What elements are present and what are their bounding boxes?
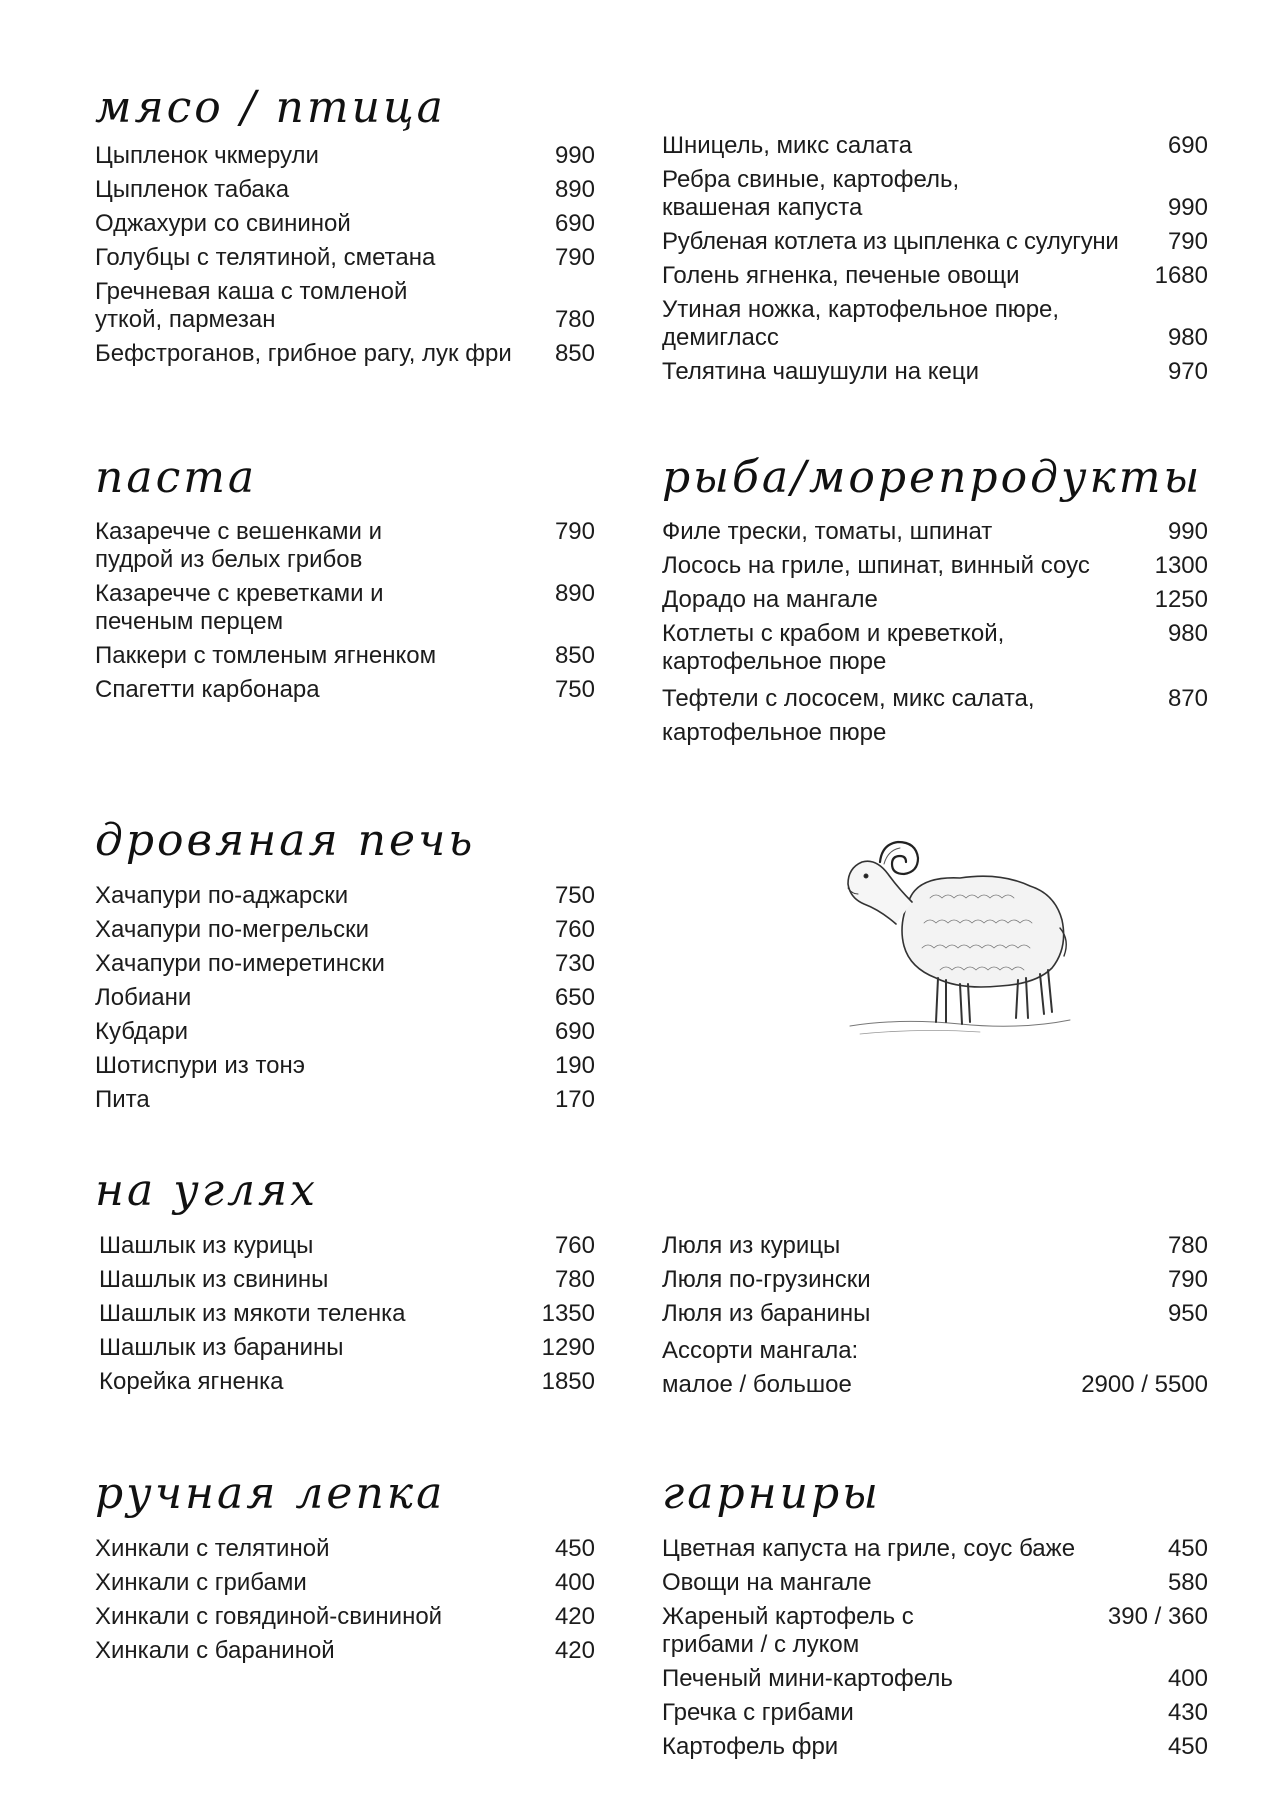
item-price: 1250 — [1154, 586, 1208, 613]
oven-list — [95, 882, 595, 1120]
item-name: Печеный мини-картофель — [662, 1665, 953, 1692]
item-price: 400 — [1167, 1665, 1208, 1692]
item-price: 450 — [1167, 1733, 1208, 1760]
item-price: 980 — [1167, 324, 1208, 351]
item-price: 890 — [554, 580, 595, 607]
item-price: 170 — [554, 1086, 595, 1113]
item-price: 750 — [554, 882, 595, 909]
item-price: 750 — [554, 676, 595, 703]
item-price: 2900 / 5500 — [1081, 1371, 1208, 1398]
item-name: Тефтели с лососем, микс салата, картофельное пюре — [662, 685, 1035, 746]
item-name: Люля из курицы — [662, 1232, 841, 1259]
menu-item — [95, 916, 595, 944]
menu-item — [662, 296, 1208, 352]
menu-item — [99, 1334, 595, 1362]
item-price: 780 — [554, 306, 595, 333]
item-price: 190 — [554, 1052, 595, 1079]
section-title-oven: дровяная печь — [95, 815, 476, 866]
menu-item — [95, 278, 595, 334]
menu-item — [95, 882, 595, 910]
item-name: Голубцы с телятиной, сметана — [95, 244, 436, 271]
item-price: 780 — [554, 1266, 595, 1293]
item-name: Хинкали с грибами — [95, 1569, 307, 1596]
item-price: 430 — [1167, 1699, 1208, 1726]
item-price: 390 / 360 — [1107, 1603, 1208, 1630]
menu-item — [662, 1535, 1208, 1563]
coals-list-right — [662, 1232, 1208, 1408]
item-name: Хачапури по-аджарски — [95, 882, 349, 909]
menu-item — [95, 1603, 595, 1631]
menu-item — [99, 1266, 595, 1294]
menu-item — [95, 340, 595, 368]
menu-item — [662, 166, 1208, 222]
item-name: Пита — [95, 1086, 150, 1113]
item-name: Гречка с грибами — [662, 1699, 854, 1726]
coals-list-left — [99, 1232, 595, 1402]
item-price: 970 — [1167, 358, 1208, 385]
item-name: Шашлык из свинины — [99, 1266, 329, 1293]
item-name: Корейка ягненка — [99, 1368, 284, 1395]
item-name: Шашлык из баранины — [99, 1334, 344, 1361]
meat-list-left — [95, 142, 595, 374]
item-price: 450 — [1167, 1535, 1208, 1562]
item-price: 420 — [554, 1603, 595, 1630]
item-price: 870 — [1167, 685, 1208, 712]
menu-item — [662, 586, 1208, 614]
item-name: Хинкали с бараниной — [95, 1637, 335, 1664]
item-price: 990 — [554, 142, 595, 169]
item-name: Хачапури по-имеретински — [95, 950, 385, 977]
item-name: Бефстроганов, грибное рагу, лук фри — [95, 340, 512, 367]
item-price: 1300 — [1154, 552, 1208, 579]
menu-item — [95, 176, 595, 204]
menu-item — [95, 1569, 595, 1597]
item-name: Филе трески, томаты, шпинат — [662, 518, 993, 545]
menu-item — [662, 1733, 1208, 1761]
item-price: 850 — [554, 340, 595, 367]
menu-item — [95, 984, 595, 1012]
item-name: Овощи на мангале — [662, 1569, 872, 1596]
section-title-handmade: ручная лепка — [95, 1468, 446, 1519]
item-price: 950 — [1167, 1300, 1208, 1327]
item-name: Цыпленок чкмерули — [95, 142, 319, 169]
menu-item — [662, 552, 1208, 580]
menu-item — [95, 580, 595, 636]
item-name: Телятина чашушули на кеци — [662, 358, 979, 385]
item-price: 790 — [554, 518, 595, 545]
ram-icon — [840, 828, 1080, 1046]
item-name: Жареный картофель с грибами / с луком — [662, 1603, 914, 1658]
menu-item — [662, 262, 1208, 290]
section-title-meat: мясо / птица — [95, 82, 446, 133]
item-price: 790 — [554, 244, 595, 271]
item-price: 790 — [1167, 228, 1208, 255]
fish-list — [662, 518, 1208, 756]
item-price: 1350 — [541, 1300, 595, 1327]
menu-item — [662, 682, 1208, 750]
item-name: Казаречче с креветками и печеным перцем — [95, 580, 384, 635]
item-name: Ассорти мангала: малое / большое — [662, 1337, 859, 1398]
item-name: Цыпленок табака — [95, 176, 290, 203]
item-price: 690 — [554, 210, 595, 237]
sides-list — [662, 1535, 1208, 1767]
pasta-list — [95, 518, 595, 710]
menu-item — [662, 1300, 1208, 1328]
item-price: 690 — [554, 1018, 595, 1045]
item-price: 790 — [1167, 1266, 1208, 1293]
item-price: 990 — [1167, 194, 1208, 221]
item-name: Оджахури со свининой — [95, 210, 351, 237]
section-title-coals: на углях — [95, 1165, 318, 1216]
menu-item — [95, 244, 595, 272]
item-name: Картофель фри — [662, 1733, 839, 1760]
item-price: 450 — [554, 1535, 595, 1562]
item-name: Люля по-грузински — [662, 1266, 871, 1293]
section-title-pasta: паста — [95, 452, 258, 503]
item-name: Хинкали с говядиной-свининой — [95, 1603, 443, 1630]
menu-item — [95, 676, 595, 704]
item-price: 760 — [554, 1232, 595, 1259]
menu-item — [99, 1368, 595, 1396]
section-title-fish: рыба/морепродукты — [662, 452, 1203, 503]
item-name: Паккери с томленым ягненком — [95, 642, 437, 669]
menu-item — [95, 518, 595, 574]
item-name: Дорадо на мангале — [662, 586, 878, 613]
item-price: 1680 — [1154, 262, 1208, 289]
item-name: Шницель, микс салата — [662, 132, 913, 159]
item-name: Шашлык из курицы — [99, 1232, 314, 1259]
menu-item — [95, 1052, 595, 1080]
item-name: Рубленая котлета из цыпленка с сулугуни — [662, 228, 1119, 255]
menu-item — [662, 1334, 1208, 1402]
item-name: Лобиани — [95, 984, 192, 1011]
menu-item — [95, 950, 595, 978]
menu-item — [662, 1665, 1208, 1693]
menu-item — [95, 1018, 595, 1046]
menu-item — [662, 1603, 1208, 1659]
item-name: Голень ягненка, печеные овощи — [662, 262, 1020, 289]
item-name: Казаречче с вешенками и пудрой из белых грибов — [95, 518, 383, 573]
menu-item — [99, 1300, 595, 1328]
item-price: 1850 — [541, 1368, 595, 1395]
item-price: 420 — [554, 1637, 595, 1664]
menu-item — [95, 142, 595, 170]
item-price: 780 — [1167, 1232, 1208, 1259]
item-name: Ребра свиные, картофель, квашеная капуста — [662, 166, 960, 221]
menu-item — [95, 642, 595, 670]
menu-item — [99, 1232, 595, 1260]
meat-list-right — [662, 132, 1208, 392]
menu-item — [662, 1569, 1208, 1597]
menu-item — [662, 1232, 1208, 1260]
item-price: 650 — [554, 984, 595, 1011]
item-name: Кубдари — [95, 1018, 189, 1045]
item-name: Шашлык из мякоти теленка — [99, 1300, 406, 1327]
item-name: Люля из баранины — [662, 1300, 871, 1327]
item-name: Шотиспури из тонэ — [95, 1052, 306, 1079]
item-name: Котлеты с крабом и креветкой, картофельное пюре — [662, 620, 1005, 675]
item-price: 1290 — [541, 1334, 595, 1361]
item-name: Гречневая каша с томленой уткой, пармезан — [95, 278, 408, 333]
menu-item — [95, 1086, 595, 1114]
menu-item — [662, 132, 1208, 160]
item-price: 890 — [554, 176, 595, 203]
handmade-list — [95, 1535, 595, 1671]
menu-item — [662, 358, 1208, 386]
item-name: Лосось на гриле, шпинат, винный соус — [662, 552, 1090, 579]
item-name: Утиная ножка, картофельное пюре, демигласс — [662, 296, 1060, 351]
item-name: Цветная капуста на гриле, соус баже — [662, 1535, 1076, 1562]
menu-item — [662, 1266, 1208, 1294]
item-price: 850 — [554, 642, 595, 669]
menu-item — [95, 1637, 595, 1665]
menu-item — [95, 1535, 595, 1563]
item-price: 400 — [554, 1569, 595, 1596]
menu-item — [662, 620, 1208, 676]
item-price: 760 — [554, 916, 595, 943]
menu-item — [662, 1699, 1208, 1727]
menu-item — [662, 518, 1208, 546]
item-price: 980 — [1167, 620, 1208, 647]
menu-item — [95, 210, 595, 238]
section-title-sides: гарниры — [662, 1468, 881, 1519]
item-name: Хинкали с телятиной — [95, 1535, 330, 1562]
menu-item — [662, 228, 1208, 256]
item-price: 990 — [1167, 518, 1208, 545]
item-price: 690 — [1167, 132, 1208, 159]
item-name: Хачапури по-мегрельски — [95, 916, 370, 943]
item-name: Спагетти карбонара — [95, 676, 320, 703]
item-price: 730 — [554, 950, 595, 977]
item-price: 580 — [1167, 1569, 1208, 1596]
